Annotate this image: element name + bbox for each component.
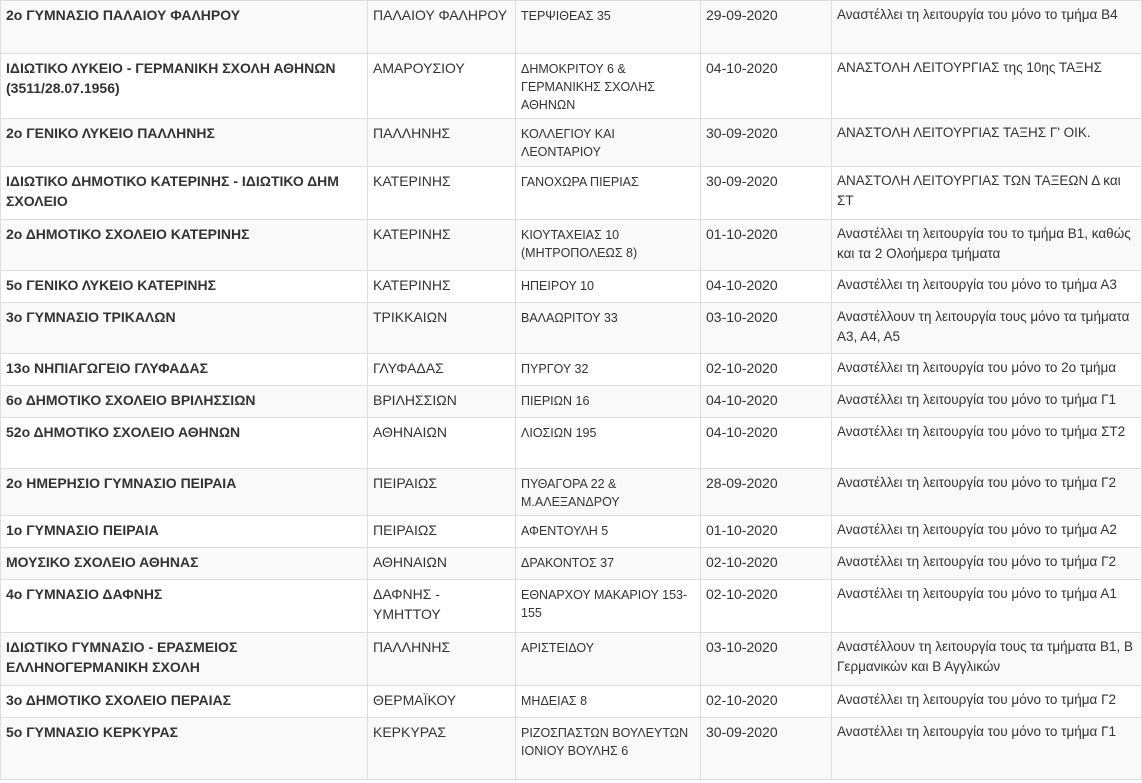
address-cell: ΑΦΕΝΤΟΥΛΗ 5 — [516, 516, 701, 548]
note-cell: Αναστέλλει τη λειτουργία του μόνο το τμήμα Α1 — [832, 580, 1142, 633]
school-name-cell: 13ο ΝΗΠΙΑΓΩΓΕΙΟ ΓΛΥΦΑΔΑΣ — [1, 354, 368, 386]
school-name-cell: 2ο ΓΕΝΙΚΟ ΛΥΚΕΙΟ ΠΑΛΛΗΝΗΣ — [1, 119, 368, 167]
address-cell: ΒΑΛΑΩΡΙΤΟΥ 33 — [516, 303, 701, 354]
note-cell: Αναστέλλει τη λειτουργία του το τμήμα Β1, καθώς και τα 2 Ολοήμερα τμήματα — [832, 220, 1142, 271]
area-cell: ΒΡΙΛΗΣΣΙΩΝ — [368, 386, 516, 418]
date-cell: 03-10-2020 — [701, 303, 832, 354]
date-cell: 30-09-2020 — [701, 167, 832, 220]
address-cell: ΔΗΜΟΚΡΙΤΟΥ 6 & ΓΕΡΜΑΝΙΚΗΣ ΣΧΟΛΗΣ ΑΘΗΝΩΝ — [516, 54, 701, 119]
table-row — [1, 418, 1142, 469]
address-cell: ΔΡΑΚΟΝΤΟΣ 37 — [516, 548, 701, 580]
area-cell: ΑΘΗΝΑΙΩΝ — [368, 548, 516, 580]
table-row — [1, 469, 1142, 516]
note-cell: Αναστέλλει τη λειτουργία του μόνο το τμήμα Γ1 — [832, 386, 1142, 418]
table-row — [1, 633, 1142, 686]
note-cell: Αναστέλλει τη λειτουργία του μόνο το 2ο τμήμα — [832, 354, 1142, 386]
area-cell: ΠΕΙΡΑΙΩΣ — [368, 516, 516, 548]
table-row — [1, 548, 1142, 580]
date-cell: 03-10-2020 — [701, 633, 832, 686]
note-cell: Αναστέλλει τη λειτουργία του μόνο το τμήμα ΣΤ2 — [832, 418, 1142, 469]
address-cell: ΕΘΝΑΡΧΟΥ ΜΑΚΑΡΙΟΥ 153-155 — [516, 580, 701, 633]
address-cell: ΓΑΝΟΧΩΡΑ ΠΙΕΡΙΑΣ — [516, 167, 701, 220]
school-name-cell: 4ο ΓΥΜΝΑΣΙΟ ΔΑΦΝΗΣ — [1, 580, 368, 633]
date-cell: 30-09-2020 — [701, 119, 832, 167]
note-cell: Αναστέλλει τη λειτουργία του μόνο το τμήμα Γ2 — [832, 548, 1142, 580]
area-cell: ΠΑΛΛΗΝΗΣ — [368, 633, 516, 686]
table-row — [1, 516, 1142, 548]
area-cell: ΠΑΛΛΗΝΗΣ — [368, 119, 516, 167]
school-name-cell: 5ο ΓΥΜΝΑΣΙΟ ΚΕΡΚΥΡΑΣ — [1, 718, 368, 780]
address-cell: ΜΗΔΕΙΑΣ 8 — [516, 686, 701, 718]
school-name-cell: ΜΟΥΣΙΚΟ ΣΧΟΛΕΙΟ ΑΘΗΝΑΣ — [1, 548, 368, 580]
date-cell: 02-10-2020 — [701, 580, 832, 633]
address-cell: ΛΙΟΣΙΩΝ 195 — [516, 418, 701, 469]
address-cell: ΚΙΟΥΤΑΧΕΙΑΣ 10 (ΜΗΤΡΟΠΟΛΕΩΣ 8) — [516, 220, 701, 271]
table-row — [1, 718, 1142, 780]
school-name-cell: 6ο ΔΗΜΟΤΙΚΟ ΣΧΟΛΕΙΟ ΒΡΙΛΗΣΣΙΩΝ — [1, 386, 368, 418]
date-cell: 04-10-2020 — [701, 386, 832, 418]
note-cell: Αναστέλλει τη λειτουργία του μόνο το τμήμα Γ2 — [832, 686, 1142, 718]
area-cell: ΚΑΤΕΡΙΝΗΣ — [368, 271, 516, 303]
address-cell: ΤΕΡΨΙΘΕΑΣ 35 — [516, 1, 701, 54]
table-row — [1, 686, 1142, 718]
address-cell: ΠΥΡΓΟΥ 32 — [516, 354, 701, 386]
table-row — [1, 271, 1142, 303]
table-row — [1, 167, 1142, 220]
school-name-cell: 3ο ΓΥΜΝΑΣΙΟ ΤΡΙΚΑΛΩΝ — [1, 303, 368, 354]
table-row — [1, 1, 1142, 54]
date-cell: 01-10-2020 — [701, 516, 832, 548]
area-cell: ΚΑΤΕΡΙΝΗΣ — [368, 220, 516, 271]
address-cell: ΑΡΙΣΤΕΙΔΟΥ — [516, 633, 701, 686]
date-cell: 02-10-2020 — [701, 354, 832, 386]
address-cell: ΠΥΘΑΓΟΡΑ 22 & Μ.ΑΛΕΞΑΝΔΡΟΥ — [516, 469, 701, 516]
school-name-cell: 52ο ΔΗΜΟΤΙΚΟ ΣΧΟΛΕΙΟ ΑΘΗΝΩΝ — [1, 418, 368, 469]
area-cell: ΚΑΤΕΡΙΝΗΣ — [368, 167, 516, 220]
table-row — [1, 386, 1142, 418]
date-cell: 02-10-2020 — [701, 548, 832, 580]
school-name-cell: ΙΔΙΩΤΙΚΟ ΛΥΚΕΙΟ - ΓΕΡΜΑΝΙΚΗ ΣΧΟΛΗ ΑΘΗΝΩΝ (3511/28.07.1956) — [1, 54, 368, 119]
note-cell: ΑΝΑΣΤΟΛΗ ΛΕΙΤΟΥΡΓΙΑΣ της 10ης ΤΑΞΗΣ — [832, 54, 1142, 119]
note-cell: Αναστέλλει τη λειτουργία του μόνο το τμήμα Β4 — [832, 1, 1142, 54]
school-name-cell: 5ο ΓΕΝΙΚΟ ΛΥΚΕΙΟ ΚΑΤΕΡΙΝΗΣ — [1, 271, 368, 303]
date-cell: 30-09-2020 — [701, 718, 832, 780]
table-row — [1, 220, 1142, 271]
date-cell: 02-10-2020 — [701, 686, 832, 718]
area-cell: ΔΑΦΝΗΣ - ΥΜΗΤΤΟΥ — [368, 580, 516, 633]
school-name-cell: ΙΔΙΩΤΙΚΟ ΔΗΜΟΤΙΚΟ ΚΑΤΕΡΙΝΗΣ - ΙΔΙΩΤΙΚΟ ΔΗΜ ΣΧΟΛΕΙΟ — [1, 167, 368, 220]
school-name-cell: 2ο ΔΗΜΟΤΙΚΟ ΣΧΟΛΕΙΟ ΚΑΤΕΡΙΝΗΣ — [1, 220, 368, 271]
note-cell: ΑΝΑΣΤΟΛΗ ΛΕΙΤΟΥΡΓΙΑΣ ΤΩΝ ΤΑΞΕΩΝ Δ και ΣΤ — [832, 167, 1142, 220]
note-cell: Αναστέλλει τη λειτουργία του μόνο το τμήμα Γ2 — [832, 469, 1142, 516]
table-row — [1, 54, 1142, 119]
address-cell: ΠΙΕΡΙΩΝ 16 — [516, 386, 701, 418]
date-cell: 29-09-2020 — [701, 1, 832, 54]
school-name-cell: 3ο ΔΗΜΟΤΙΚΟ ΣΧΟΛΕΙΟ ΠΕΡΑΙΑΣ — [1, 686, 368, 718]
note-cell: Αναστέλλει τη λειτουργία του μόνο το τμήμα Α2 — [832, 516, 1142, 548]
area-cell: ΘΕΡΜΑΪΚΟΥ — [368, 686, 516, 718]
address-cell: ΡΙΖΟΣΠΑΣΤΩΝ ΒΟΥΛΕΥΤΩΝ ΙΟΝΙΟΥ ΒΟΥΛΗΣ 6 — [516, 718, 701, 780]
area-cell: ΠΑΛΑΙΟΥ ΦΑΛΗΡΟΥ — [368, 1, 516, 54]
table-row — [1, 303, 1142, 354]
note-cell: Αναστέλλει τη λειτουργία του μόνο το τμήμα Α3 — [832, 271, 1142, 303]
date-cell: 04-10-2020 — [701, 271, 832, 303]
address-cell: ΚΟΛΛΕΓΙΟΥ ΚΑΙ ΛΕΟΝΤΑΡΙΟΥ — [516, 119, 701, 167]
area-cell: ΑΜΑΡΟΥΣΙΟΥ — [368, 54, 516, 119]
date-cell: 04-10-2020 — [701, 54, 832, 119]
date-cell: 04-10-2020 — [701, 418, 832, 469]
table-row — [1, 354, 1142, 386]
school-name-cell: 2ο ΗΜΕΡΗΣΙΟ ΓΥΜΝΑΣΙΟ ΠΕΙΡΑΙΑ — [1, 469, 368, 516]
table-body — [1, 1, 1142, 780]
date-cell: 28-09-2020 — [701, 469, 832, 516]
school-name-cell: 2ο ΓΥΜΝΑΣΙΟ ΠΑΛΑΙΟΥ ΦΑΛΗΡΟΥ — [1, 1, 368, 54]
school-name-cell: 1ο ΓΥΜΝΑΣΙΟ ΠΕΙΡΑΙΑ — [1, 516, 368, 548]
table-row — [1, 119, 1142, 167]
note-cell: Αναστέλλουν τη λειτουργία τους τα τμήματα Β1, Β Γερμανικών και Β Αγγλικών — [832, 633, 1142, 686]
note-cell: Αναστέλλει τη λειτουργία του μόνο το τμήμα Γ1 — [832, 718, 1142, 780]
area-cell: ΑΘΗΝΑΙΩΝ — [368, 418, 516, 469]
table-row — [1, 580, 1142, 633]
area-cell: ΚΕΡΚΥΡΑΣ — [368, 718, 516, 780]
date-cell: 01-10-2020 — [701, 220, 832, 271]
note-cell: ΑΝΑΣΤΟΛΗ ΛΕΙΤΟΥΡΓΙΑΣ ΤΑΞΗΣ Γ' ΟΙΚ. — [832, 119, 1142, 167]
address-cell: ΗΠΕΙΡΟΥ 10 — [516, 271, 701, 303]
area-cell: ΠΕΙΡΑΙΩΣ — [368, 469, 516, 516]
school-name-cell: ΙΔΙΩΤΙΚΟ ΓΥΜΝΑΣΙΟ - ΕΡΑΣΜΕΙΟΣ ΕΛΛΗΝΟΓΕΡΜΑΝΙΚΗ ΣΧΟΛΗ — [1, 633, 368, 686]
area-cell: ΓΛΥΦΑΔΑΣ — [368, 354, 516, 386]
note-cell: Αναστέλλουν τη λειτουργία τους μόνο τα τμήματα Α3, Α4, Α5 — [832, 303, 1142, 354]
area-cell: ΤΡΙΚΚΑΙΩΝ — [368, 303, 516, 354]
